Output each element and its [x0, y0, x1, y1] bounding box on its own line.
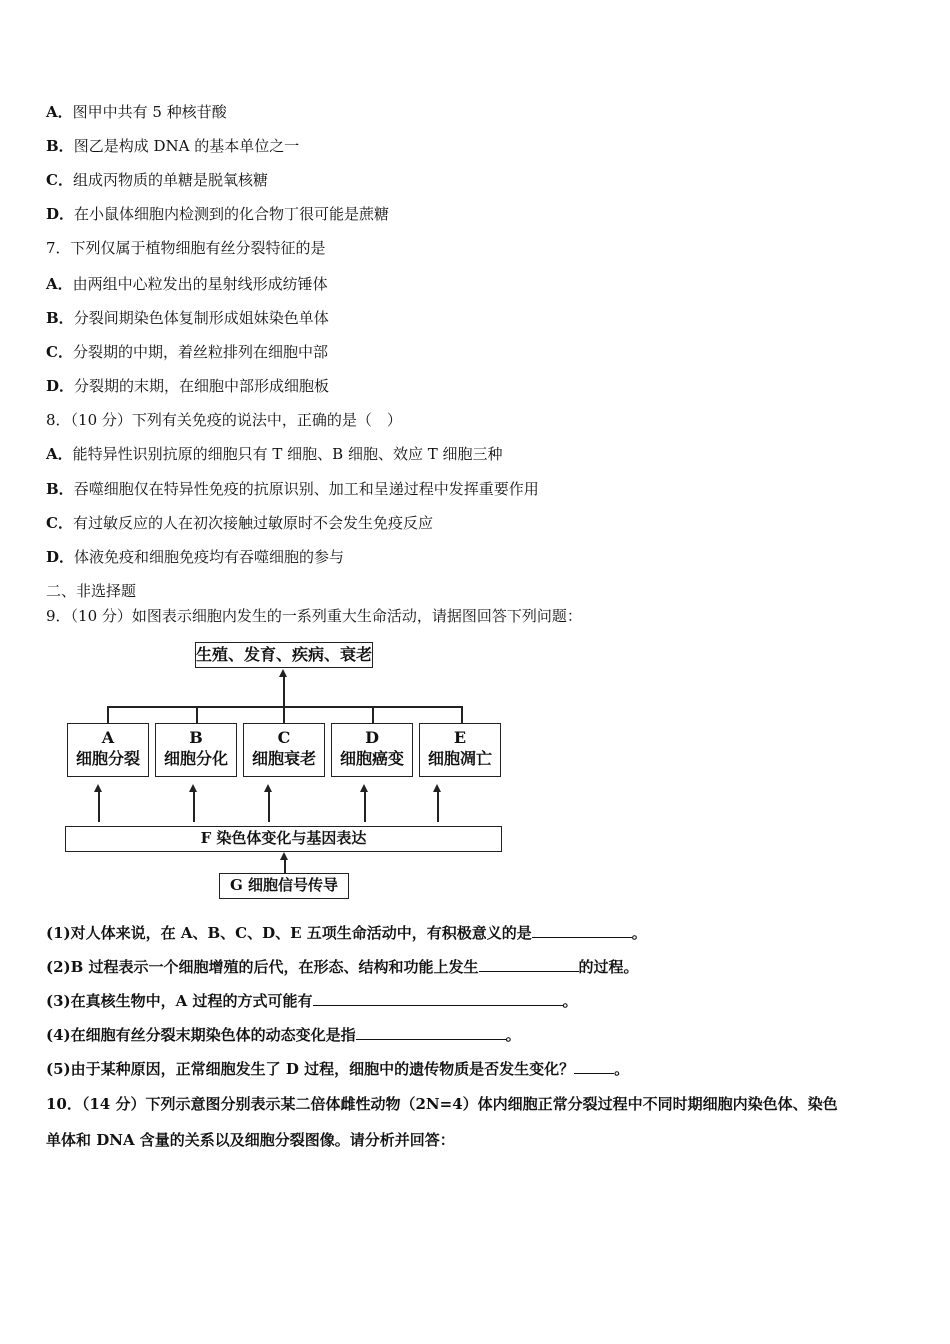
diagram-tick-b [196, 706, 198, 723]
section-title: 二、非选择题 [46, 582, 137, 600]
diagram-arrow-f-a [98, 790, 100, 822]
q8-option-b: B．吞噬细胞仅在特异性免疫的抗原识别、加工和呈递过程中发挥重要作用 [46, 480, 539, 498]
diagram-arrowhead-a [94, 784, 102, 792]
diagram-arrowhead-b [189, 784, 197, 792]
q9-sub-5: (5)由于某种原因，正常细胞发生了 D 过程，细胞中的遗传物质是否发生变化？ 。 [46, 1060, 630, 1078]
answer-blank[interactable] [356, 1025, 506, 1040]
diagram-arrowhead-f [280, 852, 288, 860]
diagram-box-b: B 细胞分化 [155, 723, 237, 777]
answer-blank[interactable] [313, 991, 563, 1006]
q9-sub-3: (3)在真核生物中，A 过程的方式可能有 。 [46, 992, 578, 1010]
q6-option-c: C．组成丙物质的单糖是脱氧核糖 [46, 171, 268, 189]
diagram-arrow-g-f [284, 858, 286, 873]
diagram-arrowhead-d [360, 784, 368, 792]
diagram-top-box: 生殖、发育、疾病、衰老 [195, 642, 373, 668]
q6-option-a: A．图甲中共有 5 种核苷酸 [46, 103, 227, 121]
q9-sub-4: (4)在细胞有丝分裂末期染色体的动态变化是指 。 [46, 1026, 521, 1044]
answer-blank[interactable] [479, 957, 579, 972]
q6-option-d: D．在小鼠体细胞内检测到的化合物丁很可能是蔗糖 [46, 205, 390, 223]
diagram-tick-c [283, 706, 285, 723]
q7-stem: 7．下列仅属于植物细胞有丝分裂特征的是 [46, 239, 326, 257]
q6-option-b: B．图乙是构成 DNA 的基本单位之一 [46, 137, 300, 155]
diagram-tick-e [461, 706, 463, 723]
diagram-box-a: A 细胞分裂 [67, 723, 149, 777]
q7-option-d: D．分裂期的末期，在细胞中部形成细胞板 [46, 377, 330, 395]
diagram-arrowhead-top [279, 669, 287, 677]
q7-option-a: A．由两组中心粒发出的星射线形成纺锤体 [46, 275, 328, 293]
diagram-arrow-f-e [437, 790, 439, 822]
diagram-box-e: E 细胞凋亡 [419, 723, 501, 777]
q8-option-c: C．有过敏反应的人在初次接触过敏原时不会发生免疫反应 [46, 514, 433, 532]
diagram-box-d: D 细胞癌变 [331, 723, 413, 777]
q8-option-a: A．能特异性识别抗原的细胞只有 T 细胞、B 细胞、效应 T 细胞三种 [46, 445, 503, 463]
q9-sub-1: (1)对人体来说，在 A、B、C、D、E 五项生命活动中，有积极意义的是 。 [46, 924, 647, 942]
diagram-arrow-top [283, 676, 285, 707]
life-activity-diagram [60, 640, 510, 902]
q10-stem-line2: 单体和 DNA 含量的关系以及细胞分裂图像。请分析并回答： [46, 1131, 455, 1149]
diagram-g-box: G 细胞信号传导 [219, 873, 349, 899]
q7-option-b: B．分裂间期染色体复制形成姐妹染色单体 [46, 309, 329, 327]
diagram-arrow-f-d [364, 790, 366, 822]
diagram-arrowhead-c [264, 784, 272, 792]
answer-blank[interactable] [532, 923, 632, 938]
diagram-f-box: F 染色体变化与基因表达 [65, 826, 502, 852]
q9-stem: 9．（10 分）如图表示细胞内发生的一系列重大生命活动，请据图回答下列问题： [46, 607, 582, 625]
q9-sub-2: (2)B 过程表示一个细胞增殖的后代，在形态、结构和功能上发生 的过程。 [46, 958, 639, 976]
q8-option-d: D．体液免疫和细胞免疫均有吞噬细胞的参与 [46, 548, 345, 566]
diagram-box-c: C 细胞衰老 [243, 723, 325, 777]
diagram-tick-a [107, 706, 109, 723]
q7-option-c: C．分裂期的中期，着丝粒排列在细胞中部 [46, 343, 328, 361]
diagram-arrow-f-b [193, 790, 195, 822]
q8-stem: 8．（10 分）下列有关免疫的说法中，正确的是（ ） [46, 411, 402, 429]
diagram-arrowhead-e [433, 784, 441, 792]
diagram-arrow-f-c [268, 790, 270, 822]
diagram-tick-d [372, 706, 374, 723]
answer-blank[interactable] [574, 1059, 614, 1074]
q10-stem-line1: 10．（14 分）下列示意图分别表示某二倍体雌性动物（2N=4）体内细胞正常分裂过程中不同时期细胞内染色体、染色 [46, 1095, 838, 1113]
